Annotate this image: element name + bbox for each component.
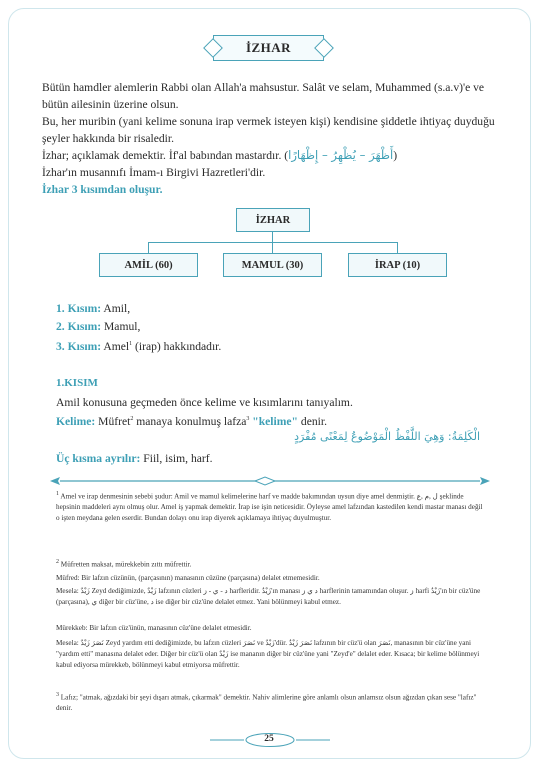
section-intro: Amil konusuna geçmeden önce kelime ve kısımlarını tanıyalım. [56, 396, 353, 409]
kelime-text: denir. [298, 414, 327, 428]
three-parts-label: Üç kısma ayrılır: [56, 452, 141, 465]
footnote-2-murekkeb: Mürekkeb: Bir lafzın cüz'ünün, manasının cüz'üne delalet etmesidir. [56, 624, 252, 632]
izhar-definition-arabic: أَظْهَرَ – يُظْهِرُ – إِظْهَارًا [288, 148, 394, 162]
part-label: 2. Kısım: [56, 320, 102, 333]
footnote-3 [56, 690, 486, 714]
section-heading: 1.KISIM [56, 377, 98, 389]
part-text: Amel [103, 339, 130, 353]
izhar-author: İzhar'ın musannıfı İmam-ı Birgivi Hazretleri'dir. [42, 166, 266, 179]
izhar-definition-text: İzhar; açıklamak demektir. İf'al babından mastardır. ( [42, 149, 289, 162]
diagram-connector [272, 242, 273, 253]
intro-paragraph-2: Bu, her muribin (yani kelime sonuna irap vermek isteyen kişi) kendisine şiddetle ihtiyaç duyduğu şeyler hakkında bir risaledir. [42, 115, 495, 145]
diagram-connector [148, 242, 398, 243]
part-item-3 [56, 336, 221, 355]
three-parts-text: Fiil, isim, harf. [140, 452, 213, 465]
kelime-definition [56, 411, 327, 430]
footnote-number: 2 [56, 559, 59, 565]
three-parts-line [56, 450, 213, 467]
izhar-parts-heading: İzhar 3 kısımdan oluşur. [42, 183, 163, 196]
footnote-2-mesela-1: Mesela: زَيْدٌ Zeyd dediğimizde, زَيْدٌ lafzının cüzleri د - ي - ز harfleridir. زَيْدٌ'ın manası د ي ز harflerinin tamamından oluşur. ز harfi زَيْدٌ'ın bir cüz'üne (parçasına), ي diğer bir cüz'üne, د ise diğer bir cüz'üne delalet etmez. Yani bölünmeyi kabul etmez. [56, 587, 481, 606]
footnote-ref: 2 [130, 416, 134, 422]
part-item-2 [56, 318, 140, 335]
footnote-1 [56, 489, 486, 524]
footnote-2-mufred: Müfred: Bir lafzın cüzünün, (parçasının) manasının cüzüne (parçasına) delalet etmemesidir. [56, 574, 320, 582]
footnote-number: 3 [56, 692, 59, 698]
footnote-2 [56, 557, 486, 570]
diagram-node-amil: AMİL (60) [99, 253, 198, 277]
kelime-arabic-definition: الْكَلِمَةُ: وَهِيَ اللَّفْظُ الْمَوْضُوعُ لِمَعْنًى مُفْرَدٍ [294, 430, 480, 443]
kelime-text: manaya konulmuş lafza [133, 414, 247, 428]
kelime-text: Müfret [95, 414, 131, 428]
part-text: Mamul, [104, 320, 141, 333]
page-number: 25 [264, 734, 274, 744]
footnote-ref: 3 [246, 416, 250, 422]
footnote-2-mesela-2: Mesela: نَصَرَ زَيْدٌ Zeyd yardım etti dediğimizde, bu lafzın cüzleri نَصَرَ ve زَيْدٌ'dür. نَصَرَ زَيْدٌ lafzının bir cüz'ü olan نَصَرَ, manasının bir cüz'üne yani "yardım etti" manasına delalet eder. Diğer bir cüz'ü olan زَيْدٌ ise mananın diğer bir cüz'üne yani "Zeyd'e" delalet eder. Kısaca; bir kelime bölünmeyi kabul ediyorsa mürekkeb, bölünmeyi kabul etmiyorsa müfrettir. [56, 639, 480, 669]
kelime-quote: "kelime" [249, 414, 298, 428]
footnote-text: Müfretten maksat, mürekkebin zıttı müfrettir. [60, 560, 192, 569]
part-item-1 [56, 300, 130, 317]
part-text-after: (irap) hakkındadır. [132, 339, 222, 353]
part-label: 1. Kısım: [56, 302, 102, 315]
part-label: 3. Kısım: [56, 339, 102, 353]
footnote-ref: 1 [129, 341, 133, 347]
part-text: Amil, [103, 302, 131, 315]
diagram-connector [397, 242, 398, 253]
footnote-number: 1 [56, 491, 59, 497]
footnote-divider [50, 476, 490, 486]
diagram-node-mamul: MAMUL (30) [223, 253, 322, 277]
diagram-node-irap: İRAP (10) [348, 253, 447, 277]
diagram-connector [272, 232, 273, 242]
page-title: İZHAR [213, 35, 324, 61]
izhar-definition-close: ) [393, 149, 398, 162]
diagram-root: İZHAR [236, 208, 310, 232]
kelime-label: Kelime: [56, 414, 96, 428]
izhar-definition [42, 147, 497, 164]
diagram-connector [148, 242, 149, 253]
footnote-text: Lafız; "atmak, ağızdaki bir şeyi dışarı atmak, çıkarmak" demektir. Nahiv alimlerine göre anlamlı olsun anlamsız olsun ağızdan çıkan sese "lafız" denir. [56, 693, 477, 713]
intro-paragraph-1: Bütün hamdler alemlerin Rabbi olan Allah'a mahsustur. Salât ve selam, Muhammed (s.a.v)'e ve bütün ailesinin üzerine olsun. [42, 81, 485, 111]
footnote-text: Amel ve irap denmesinin sebebi şudur: Amil ve mamul kelimelerine harf ve madde bakımından uysun diye amel denmiştir. ل ,م ,ع şeklinde hepsinin maddeleri aynı olmuş olur. Amel iş yapmak demektir. İrap ise işin neticesidir. Öyleyse amel lafzından kastedilen kendi mastar manası değil o işten meydana gelen eserdir. Bundan dolayı onu irap diyerek açıklamaya ihtiyaç duyulmuştur. [56, 492, 483, 523]
